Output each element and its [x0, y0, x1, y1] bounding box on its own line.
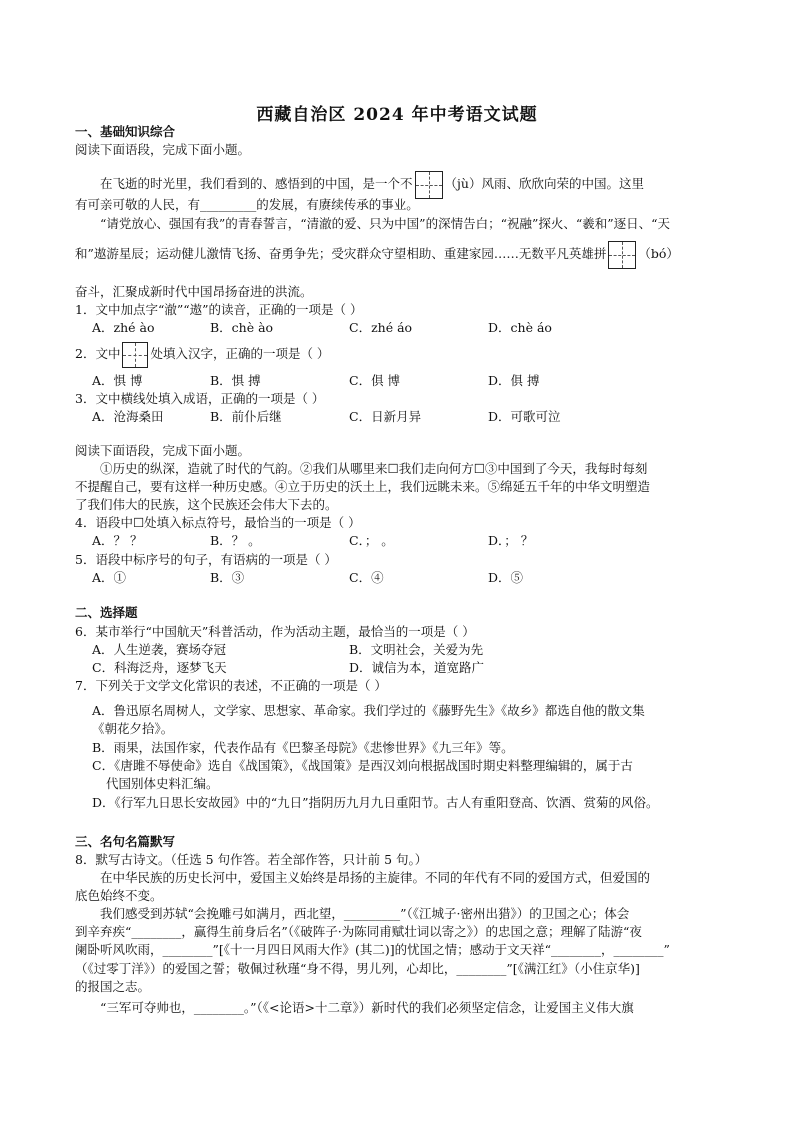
q5-option-c[interactable]: C．④	[349, 570, 384, 585]
passage-1-line-1	[100, 169, 644, 199]
q2-option-d[interactable]: D．俱 搏	[488, 373, 540, 388]
q3-option-d[interactable]: D．可歌可泣	[488, 409, 561, 424]
page-title: 西藏自治区 2024 年中考语文试题	[256, 105, 538, 125]
q7-option-a[interactable]: A．鲁迅原名周树人，文学家、思想家、革命家。我们学过的《藤野先生》《故乡》都选自他的散文集	[92, 703, 645, 718]
passage-3-line-3: 了我们伟大的民族，这个民族还会伟大下去的。	[75, 497, 338, 512]
q3-option-a[interactable]: A．沧海桑田	[92, 409, 164, 424]
passage-text: 在飞逝的时光里，我们看到的、感悟到的中国，是一个不	[100, 176, 413, 191]
passage-text: （bó）	[638, 246, 679, 261]
question-text: 2．文中	[75, 346, 121, 361]
q8-text-line-7: 的报国之志。	[75, 979, 151, 994]
tianzige-box	[608, 241, 636, 269]
question-5: 5．语段中标序号的句子，有语病的一项是（ ）	[75, 552, 337, 567]
q8-text-line-6[interactable]: （《过零丁洋》）的爱国之誓；敬佩过秋瑾“身不得，男儿列，心却比，________”[《满江红》（小住京华)]	[75, 961, 640, 976]
q7-option-b[interactable]: B．雨果，法国作家，代表作品有《巴黎圣母院》《悲惨世界》《九三年》等。	[92, 740, 514, 755]
passage-3-line-2: 不提醒自己，要有这样一种历史感。④立于历史的沃土上，我们远眺未来。⑤绵延五千年的中华文明塑造	[75, 479, 651, 494]
q1-option-d[interactable]: D．chè áo	[488, 320, 552, 335]
q8-text-line-8[interactable]: “三军可夺帅也，________。”（《<论语>十二章》）新时代的我们必须坚定信念，让爱国主义伟大旗	[100, 1000, 634, 1015]
question-6: 6．某市举行“中国航天”科普活动，作为活动主题，最恰当的一项是（ ）	[75, 624, 475, 639]
q7-option-c[interactable]: C．《唐雎不辱使命》选自《战国策》，《战国策》是西汉刘向根据战国时期史料整理编辑的，属于古	[92, 758, 633, 773]
passage-text: （jù）风雨、欣欣向荣的中国。这里	[444, 176, 644, 191]
passage-2-line-3: 奋斗，汇聚成新时代中国昂扬奋进的洪流。	[75, 284, 313, 299]
question-4: 4．语段中☐处填入标点符号，最恰当的一项是（ ）	[75, 515, 361, 530]
q7-option-d[interactable]: D．《行军九日思长安故园》中的“九日”指阴历九月九日重阳节。古人有重阳登高、饮酒、赏菊的风俗。	[92, 795, 659, 810]
q8-text-line-4[interactable]: 到辛弃疾“________，赢得生前身后名”（《破阵子·为陈同甫赋壮词以寄之》）的忠国之意；理解了陆游“夜	[75, 924, 642, 939]
q4-option-b[interactable]: B．？ 。	[210, 533, 261, 548]
q1-option-c[interactable]: C．zhé áo	[349, 320, 413, 335]
q4-option-a[interactable]: A．？ ？	[92, 533, 143, 548]
section-heading-2: 二、选择题	[75, 605, 138, 620]
reading-intro-1: 阅读下面语段，完成下面小题。	[75, 142, 251, 157]
q4-option-d[interactable]: D．； ？	[488, 533, 534, 548]
q3-option-b[interactable]: B．前仆后继	[210, 409, 282, 424]
question-1: 1．文中加点字“澈”“遨”的读音，正确的一项是（ ）	[75, 302, 363, 317]
q1-option-b[interactable]: B．chè ào	[210, 320, 274, 335]
q2-option-c[interactable]: C．俱 博	[349, 373, 401, 388]
q2-option-b[interactable]: B．惧 搏	[210, 373, 261, 388]
question-3: 3．文中横线处填入成语，正确的一项是（ ）	[75, 391, 325, 406]
q5-option-d[interactable]: D．⑤	[488, 570, 524, 585]
q5-option-a[interactable]: A．①	[92, 570, 127, 585]
q2-option-a[interactable]: A．惧 博	[92, 373, 143, 388]
question-text: 处填入汉字，正确的一项是（ ）	[150, 346, 330, 361]
section-heading-1: 一、基础知识综合	[75, 124, 176, 139]
passage-text: 和”遨游星辰；运动健儿激情飞扬、奋勇争先；受灾群众守望相助、重建家园……无数平凡英雄拼	[75, 246, 607, 261]
q1-option-a[interactable]: A．zhé ào	[92, 320, 155, 335]
question-8: 8．默写古诗文。（任选 5 句作答。若全部作答，只计前 5 句。）	[75, 852, 428, 867]
q3-option-c[interactable]: C．日新月异	[349, 409, 422, 424]
q7-option-c-cont: 代国别体史料汇编。	[106, 776, 219, 791]
section-heading-3: 三、名句名篇默写	[75, 834, 176, 849]
question-7: 7．下列关于文学文化常识的表述，不正确的一项是（ ）	[75, 678, 387, 693]
q8-text-line-2: 底色始终不变。	[75, 888, 163, 903]
q8-text-line-5[interactable]: 阑卧听风吹雨，________”[《十一月四日风雨大作》(其二)]的忧国之情；感动于文天祥“________，________”	[75, 942, 670, 957]
q4-option-c[interactable]: C．； 。	[349, 533, 394, 548]
q8-text-line-1: 在中华民族的历史长河中，爱国主义始终是昂扬的主旋律。不同的年代有不同的爱国方式，但爱国的	[100, 870, 651, 885]
passage-2-line-2	[75, 239, 679, 269]
q5-option-b[interactable]: B．③	[210, 570, 245, 585]
passage-3-line-1: ①历史的纵深，造就了时代的气韵。②我们从哪里来☐我们走向何方☐③中国到了今天，我每时每刻	[100, 461, 648, 476]
passage-1-line-2: 有可亲可敬的人民，有_________的发展，有赓续传承的事业。	[75, 197, 419, 212]
reading-intro-2: 阅读下面语段，完成下面小题。	[75, 443, 251, 458]
question-2	[75, 340, 329, 368]
q8-text-line-3[interactable]: 我们感受到苏轼“会挽雕弓如满月，西北望，_________”（《江城子·密州出猎》）的卫国之心；体会	[100, 906, 630, 921]
q7-option-a-cont: 《朝花夕拾》。	[92, 721, 174, 736]
tianzige-box	[415, 171, 443, 199]
q6-option-d[interactable]: D．诚信为本，道宽路广	[349, 660, 485, 675]
q6-option-b[interactable]: B．文明社会，关爱为先	[349, 642, 484, 657]
q6-option-c[interactable]: C．科海泛舟，逐梦飞天	[92, 660, 227, 675]
passage-2-line-1: “请党放心、强国有我”的青春誓言，“清澈的爱、只为中国”的深情告白；“祝融”探火、“羲和”逐日、“天	[100, 216, 671, 231]
tianzige-box	[122, 342, 148, 368]
q6-option-a[interactable]: A．人生逆袭，赛场夺冠	[92, 642, 227, 657]
